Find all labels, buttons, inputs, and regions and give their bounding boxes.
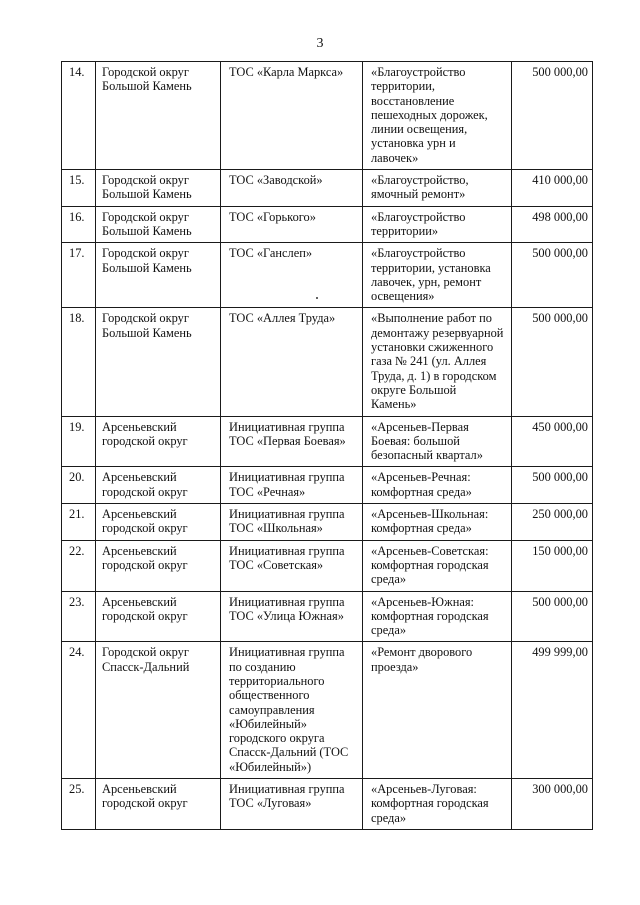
municipality-cell-line: Городской округ	[102, 65, 189, 79]
row-number: 24.	[62, 642, 96, 779]
project-cell	[363, 642, 512, 779]
row-number: 15.	[62, 170, 96, 207]
project-cell-line: установка урн и	[371, 136, 456, 151]
project-cell-line: демонтажу резервуарной	[371, 325, 504, 340]
table-row	[62, 170, 593, 207]
project-cell-line: комфортная среда»	[371, 521, 472, 536]
municipality-cell-line: Большой Камень	[102, 223, 192, 238]
project-cell-line: «Благоустройство	[371, 246, 466, 261]
municipality-cell-line: Арсеньевский	[102, 507, 177, 522]
project-cell-line: «Арсеньев-Южная:	[371, 594, 474, 609]
organization-cell-line: ТОС «Ганслеп»	[229, 246, 313, 261]
organization-cell	[221, 779, 363, 830]
municipality-cell	[96, 467, 221, 504]
organization-cell-line: «Юбилейный»)	[229, 759, 312, 774]
municipality-cell	[96, 62, 221, 170]
municipality-cell-line: Городской округ	[102, 645, 189, 660]
project-cell	[363, 504, 512, 541]
project-cell-line: «Выполнение работ по	[371, 311, 492, 326]
project-cell-line: «Арсеньев-Школьная:	[371, 507, 489, 522]
project-cell	[363, 467, 512, 504]
organization-cell-line: Спасск-Дальний (ТОС	[229, 745, 349, 760]
organization-cell-line: Инициативная группа	[229, 782, 345, 797]
municipality-cell-line: Арсеньевский	[102, 594, 177, 609]
municipality-cell	[96, 504, 221, 541]
project-cell-line: «Арсеньев-Первая	[371, 419, 469, 434]
project-cell-line: лавочек»	[371, 150, 419, 165]
organization-cell-line: ТОС «Школьная»	[229, 521, 323, 536]
amount-cell: 499 999,00	[512, 642, 593, 779]
row-number: 22.	[62, 540, 96, 591]
project-cell-line: среда»	[371, 623, 407, 638]
organization-cell-line: ТОС «Карла Маркса»	[229, 65, 344, 79]
project-cell-line: Боевая: большой	[371, 433, 460, 448]
amount-cell: 450 000,00	[512, 416, 593, 467]
page-number: 3	[316, 36, 324, 51]
project-cell-line: «Благоустройство	[371, 209, 466, 224]
organization-cell	[221, 591, 363, 642]
organization-cell-line: городского округа	[229, 731, 325, 746]
project-cell	[363, 308, 512, 416]
project-cell-line: комфортная городская	[371, 608, 489, 623]
row-number: 20.	[62, 467, 96, 504]
municipality-cell-line: Городской округ	[102, 246, 189, 261]
amount-cell: 498 000,00	[512, 206, 593, 243]
table-row	[62, 540, 593, 591]
organization-cell	[221, 308, 363, 416]
amount-cell: 500 000,00	[512, 62, 593, 170]
organization-cell	[221, 642, 363, 779]
organization-cell-line: ТОС «Улица Южная»	[229, 608, 344, 623]
project-cell	[363, 62, 512, 170]
organization-cell	[221, 504, 363, 541]
municipality-cell-line: Арсеньевский	[102, 782, 177, 797]
project-cell-line: округе Большой	[371, 382, 457, 397]
municipality-cell	[96, 591, 221, 642]
project-cell	[363, 170, 512, 207]
organization-cell-line: ТОС «Горького»	[229, 209, 316, 224]
project-cell-line: комфортная городская	[371, 796, 489, 811]
municipality-cell	[96, 243, 221, 308]
amount-cell: 410 000,00	[512, 170, 593, 207]
amount-cell: 300 000,00	[512, 779, 593, 830]
project-cell-line: среда»	[371, 810, 407, 825]
municipality-cell-line: городской округ	[102, 484, 188, 499]
organization-cell-line: ТОС «Аллея Труда»	[229, 311, 336, 326]
organization-cell-line: Инициативная группа	[229, 543, 345, 558]
project-cell-line: комфортная среда»	[371, 484, 472, 499]
table-row	[62, 206, 593, 243]
project-cell	[363, 416, 512, 467]
municipality-cell-line: городской округ	[102, 433, 188, 448]
organization-cell-line: ТОС «Речная»	[229, 484, 306, 499]
table-row	[62, 642, 593, 779]
row-number: 17.	[62, 243, 96, 308]
organization-cell-line: территориального	[229, 673, 325, 688]
municipality-cell	[96, 170, 221, 207]
municipality-cell-line: Городской округ	[102, 311, 189, 326]
amount-cell: 250 000,00	[512, 504, 593, 541]
municipality-cell-line: Большой Камень	[102, 260, 192, 275]
municipality-cell-line: Большой Камень	[102, 187, 192, 202]
project-cell-line: территории,	[371, 79, 435, 94]
organization-cell	[221, 243, 363, 308]
project-cell-line: проезда»	[371, 659, 419, 674]
table-row	[62, 779, 593, 830]
municipality-cell	[96, 308, 221, 416]
amount-cell: 500 000,00	[512, 243, 593, 308]
table-row	[62, 416, 593, 467]
row-number: 14.	[62, 62, 96, 170]
project-cell	[363, 540, 512, 591]
table-row	[62, 308, 593, 416]
municipality-cell-line: Большой Камень	[102, 325, 192, 340]
amount-cell: 500 000,00	[512, 467, 593, 504]
project-cell	[363, 243, 512, 308]
organization-cell-line: Инициативная группа	[229, 470, 345, 485]
municipality-cell	[96, 540, 221, 591]
project-cell-line: пешеходных дорожек,	[371, 107, 488, 122]
project-cell-line: Труда, д. 1) в городском	[371, 368, 497, 383]
organization-cell-line: ТОС «Первая Боевая»	[229, 433, 346, 448]
municipality-cell	[96, 206, 221, 243]
municipality-cell-line: Городской округ	[102, 173, 189, 188]
municipality-cell	[96, 416, 221, 467]
municipality-cell	[96, 642, 221, 779]
table-row	[62, 467, 593, 504]
organization-cell-line: Инициативная группа	[229, 594, 345, 609]
row-number: 19.	[62, 416, 96, 467]
project-cell-line: лавочек, урн, ремонт	[371, 274, 482, 289]
municipality-cell-line: городской округ	[102, 796, 188, 811]
organization-cell-line: ТОС «Советская»	[229, 557, 324, 572]
grants-table	[61, 61, 593, 830]
row-number: 23.	[62, 591, 96, 642]
table-row	[62, 62, 593, 170]
project-cell	[363, 779, 512, 830]
project-cell	[363, 591, 512, 642]
amount-cell: 150 000,00	[512, 540, 593, 591]
project-cell-line: «Благоустройство	[371, 65, 466, 79]
municipality-cell	[96, 779, 221, 830]
project-cell-line: установки сжиженного	[371, 340, 494, 355]
project-cell-line: Камень»	[371, 397, 417, 412]
municipality-cell-line: Городской округ	[102, 209, 189, 224]
organization-cell-line: «Юбилейный»	[229, 716, 307, 731]
project-cell-line: линии освещения,	[371, 122, 468, 137]
municipality-cell-line: Арсеньевский	[102, 470, 177, 485]
organization-cell-line: по созданию	[229, 659, 296, 674]
municipality-cell-line: городской округ	[102, 608, 188, 623]
municipality-cell-line: Арсеньевский	[102, 419, 177, 434]
municipality-cell-line: Спасск-Дальний	[102, 659, 190, 674]
municipality-cell-line: городской округ	[102, 521, 188, 536]
project-cell-line: «Арсеньев-Речная:	[371, 470, 471, 485]
grants-table-body	[62, 62, 593, 830]
project-cell-line: территории»	[371, 223, 439, 238]
project-cell-line: «Арсеньев-Луговая:	[371, 782, 477, 797]
project-cell	[363, 206, 512, 243]
row-number: 16.	[62, 206, 96, 243]
project-cell-line: безопасный квартал»	[371, 448, 483, 463]
project-cell-line: газа № 241 (ул. Аллея	[371, 354, 487, 369]
row-number: 21.	[62, 504, 96, 541]
project-cell-line: ямочный ремонт»	[371, 187, 466, 202]
project-cell-line: восстановление	[371, 93, 455, 108]
amount-cell: 500 000,00	[512, 308, 593, 416]
table-row	[62, 591, 593, 642]
organization-cell-line: ТОС «Луговая»	[229, 796, 312, 811]
organization-cell	[221, 62, 363, 170]
organization-cell-line: Инициативная группа	[229, 645, 345, 660]
table-row	[62, 504, 593, 541]
stray-dot	[316, 297, 318, 299]
project-cell-line: «Арсеньев-Советская:	[371, 543, 489, 558]
organization-cell-line: Инициативная группа	[229, 419, 345, 434]
project-cell-line: «Ремонт дворового	[371, 645, 473, 660]
organization-cell	[221, 467, 363, 504]
amount-cell: 500 000,00	[512, 591, 593, 642]
municipality-cell-line: Большой Камень	[102, 79, 192, 94]
organization-cell	[221, 416, 363, 467]
organization-cell-line: ТОС «Заводской»	[229, 173, 323, 188]
project-cell-line: среда»	[371, 572, 407, 587]
project-cell-line: «Благоустройство,	[371, 173, 469, 188]
organization-cell	[221, 206, 363, 243]
organization-cell	[221, 540, 363, 591]
municipality-cell-line: городской округ	[102, 557, 188, 572]
project-cell-line: территории, установка	[371, 260, 491, 275]
project-cell-line: освещения»	[371, 289, 435, 304]
organization-cell-line: самоуправления	[229, 702, 315, 717]
municipality-cell-line: Арсеньевский	[102, 543, 177, 558]
row-number: 18.	[62, 308, 96, 416]
organization-cell-line: общественного	[229, 688, 310, 703]
project-cell-line: комфортная городская	[371, 557, 489, 572]
row-number: 25.	[62, 779, 96, 830]
organization-cell-line: Инициативная группа	[229, 507, 345, 522]
table-row	[62, 243, 593, 308]
organization-cell	[221, 170, 363, 207]
